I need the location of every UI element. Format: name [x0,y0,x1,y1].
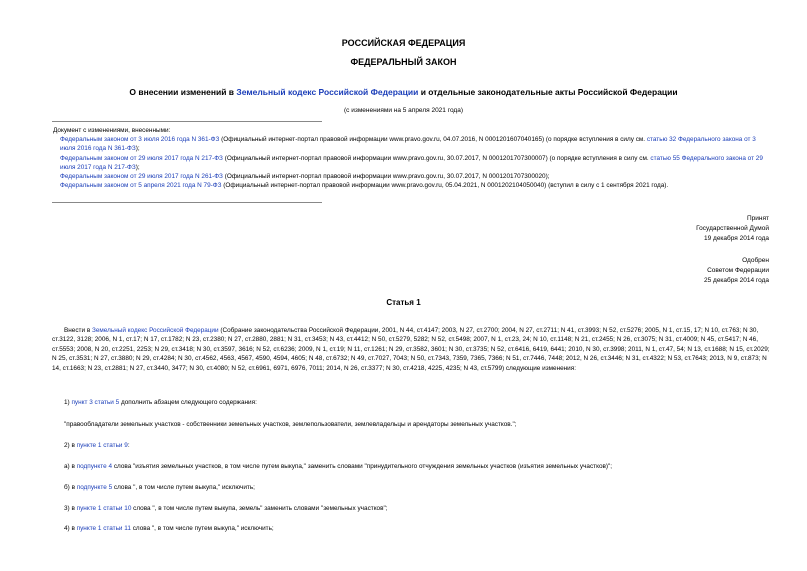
item-pre: а) в [64,463,77,470]
divider-top [52,121,322,122]
intro-pre: Внести в [64,327,92,334]
law-title-pre: О внесении изменений в [129,87,237,97]
change-text: (Официальный интернет-портал правовой информации www.pravo.gov.ru, 05.04.2021, N 0001202104050040) (вступил в силу с 1 сентября 2021 года). [221,182,669,190]
land-code-link[interactable]: Земельный кодекс Российской Федерации [91,327,219,334]
item-pre: 4) в [64,525,77,532]
item-link[interactable]: подпункте 4 [76,463,113,470]
land-code-link[interactable]: Земельный кодекс Российской Федерации [236,87,419,97]
item-2 [52,441,772,450]
adopted-label: Принят [746,215,769,222]
item-num: 1) [64,399,72,406]
quote-text: "правообладатели земельных участков - собственники земельных участков, землепользователи, землевладельцы и арендаторы земельных участков."; [64,421,517,428]
change-item [52,135,764,153]
change-item [52,154,764,172]
intro-text: (Собрание законодательства Российской Федерации, 2001, N 44, ст.4147; 2003, N 27, ст.2700; 2004, N 27, ст.2711; N 41, ст.3993; N 52, ст.5276; 2005, N 1, ст.15, 17; N 10, ст.763; N 30, ст.3122, 3128; 2006, N 1, ст.17; N 17, ст.1782; N 23, ст.2380; N 27, ст.2880, 2881; N 31, ст.3453; N 43, ст.4412; N 50, ст.5279, 5282; N 52, ст.5498; 2007, N 1, ст.23, 24; N 10, ст.1148; N 21, ст.2455; N 26, ст.3075; N 31, ст.4009; N 45, ст.5417; N 46, ст.5553; 2008, N 20, ст.2251, 2253; N 29, ст.3418; N 30, ст.3597, 3616; N 52, ст.6236; 2009, N 1, ст.19; N 11, ст.1261; N 29, ст.3582, 3601; N 30, ст.3735; N 52, ст.6416, 6419, 6441; 2010, N 30, ст.3998; 2011, N 1, ст.47, 54; N 13, ст.1688; N 15, ст.2029; N 25, ст.3531; N 27, ст.3880; N 29, ст.4284; N 30, ст.4562, 4563, 4567, 4590, 4594, 4605; N 48, ст.6732; N 49, ст.7027, 7043; N 50, ст.7343, 7359, 7365, 7366; N 51, ст.7446, 7448; 2012, N 26, ст.3446; N 31, ст.4322; N 53, ст.7643; 2013, N 9, ст.873; N 14, ст.1663; N 23, ст.2881; N 27, ст.3440, 3477; N 30, ст.4080; N 52, ст.6961, 6971, 6976, 7011; 2014, N 26, ст.3377; N 30, ст.4218, 4225, 4235; N 43, ст.5799) следующие изменения: [52,327,770,372]
item-text: дополнить абзацем следующего содержания: [119,399,257,406]
item-link[interactable]: пункте 1 статьи 10 [76,505,132,512]
item-pre: б) в [64,484,77,491]
item-link[interactable]: пункте 1 статьи 9 [76,442,128,449]
item-link[interactable]: пункт 3 статьи 5 [71,399,120,406]
change-tail: ); [135,163,140,171]
adopted-block [696,214,769,244]
item-2a [52,462,772,471]
change-text: (Официальный интернет-портал правовой информации www.pravo.gov.ru, 30.07.2017, N 0001201707300020); [222,173,550,181]
change-law-link[interactable]: Федеральным законом от 5 апреля 2021 года N 79-ФЗ [60,182,222,190]
adopted-body: Государственной Думой [696,225,769,232]
item-text: : [127,442,130,449]
approved-date: 25 декабря 2014 года [703,277,769,284]
law-title-post: и отдельные законодательные акты Российской Федерации [418,87,678,97]
change-text: (Официальный интернет-портал правовой информации www.pravo.gov.ru, 04.07.2016, N 0001201607040165) (о порядке вступления в силу см. [219,136,647,144]
approved-label: Одобрен [742,257,769,264]
adopted-date: 19 декабря 2014 года [703,235,769,242]
law-type-heading: ФЕДЕРАЛЬНЫЙ ЗАКОН [350,57,457,67]
item-text: слова ", в том числе путем выкупа," исключить; [130,525,274,532]
changes-heading: Документ с изменениями, внесенными: [53,127,171,134]
article-heading: Статья 1 [386,298,421,307]
item-1 [52,398,772,407]
change-law-link[interactable]: Федеральным законом от 29 июля 2017 года N 261-ФЗ [60,173,223,181]
country-heading: РОССИЙСКАЯ ФЕДЕРАЦИЯ [341,38,466,48]
changes-block [52,126,764,190]
item-link[interactable]: подпункте 5 [76,484,113,491]
item-text: слова ", в том числе путем выкупа," исключить; [112,484,255,491]
item-link[interactable]: пункте 1 статьи 11 [76,525,131,532]
approved-block [704,256,769,286]
approved-body: Советом Федерации [707,267,769,274]
divider-bottom [52,202,322,203]
item-num: 2) в [64,442,77,449]
item-1-quote [52,420,772,429]
item-text: слова ", в том числе путем выкупа, земель" заменить словами "земельных участков"; [131,505,388,512]
revision-note: (с изменениями на 5 апреля 2021 года) [343,107,463,114]
item-2b [52,483,772,492]
change-article-link[interactable]: статью 32 Федерального закона от 3 июля 2016 года N 361-ФЗ [60,136,756,153]
change-tail: ); [135,145,140,153]
intro-paragraph [52,326,772,373]
law-title [0,87,807,97]
item-pre: 3) в [64,505,77,512]
change-text: (Официальный интернет-портал правовой информации www.pravo.gov.ru, 30.07.2017, N 0001201707300007) (о порядке вступления в силу см. [222,154,651,162]
change-item [52,172,764,181]
item-text: слова "изъятия земельных участков, в том числе путем выкупа," заменить словами "принудительного отчуждения земельных участков (изъятия земельных участков)"; [112,463,613,470]
item-3 [52,504,772,513]
change-item [52,181,764,190]
change-law-link[interactable]: Федеральным законом от 3 июля 2016 года N 361-ФЗ [60,136,220,144]
change-law-link[interactable]: Федеральным законом от 29 июля 2017 года N 217-ФЗ [60,154,223,162]
item-4 [52,524,772,533]
change-article-link[interactable]: статью 55 Федерального закона от 29 июля 2017 года N 217-ФЗ [60,154,763,171]
